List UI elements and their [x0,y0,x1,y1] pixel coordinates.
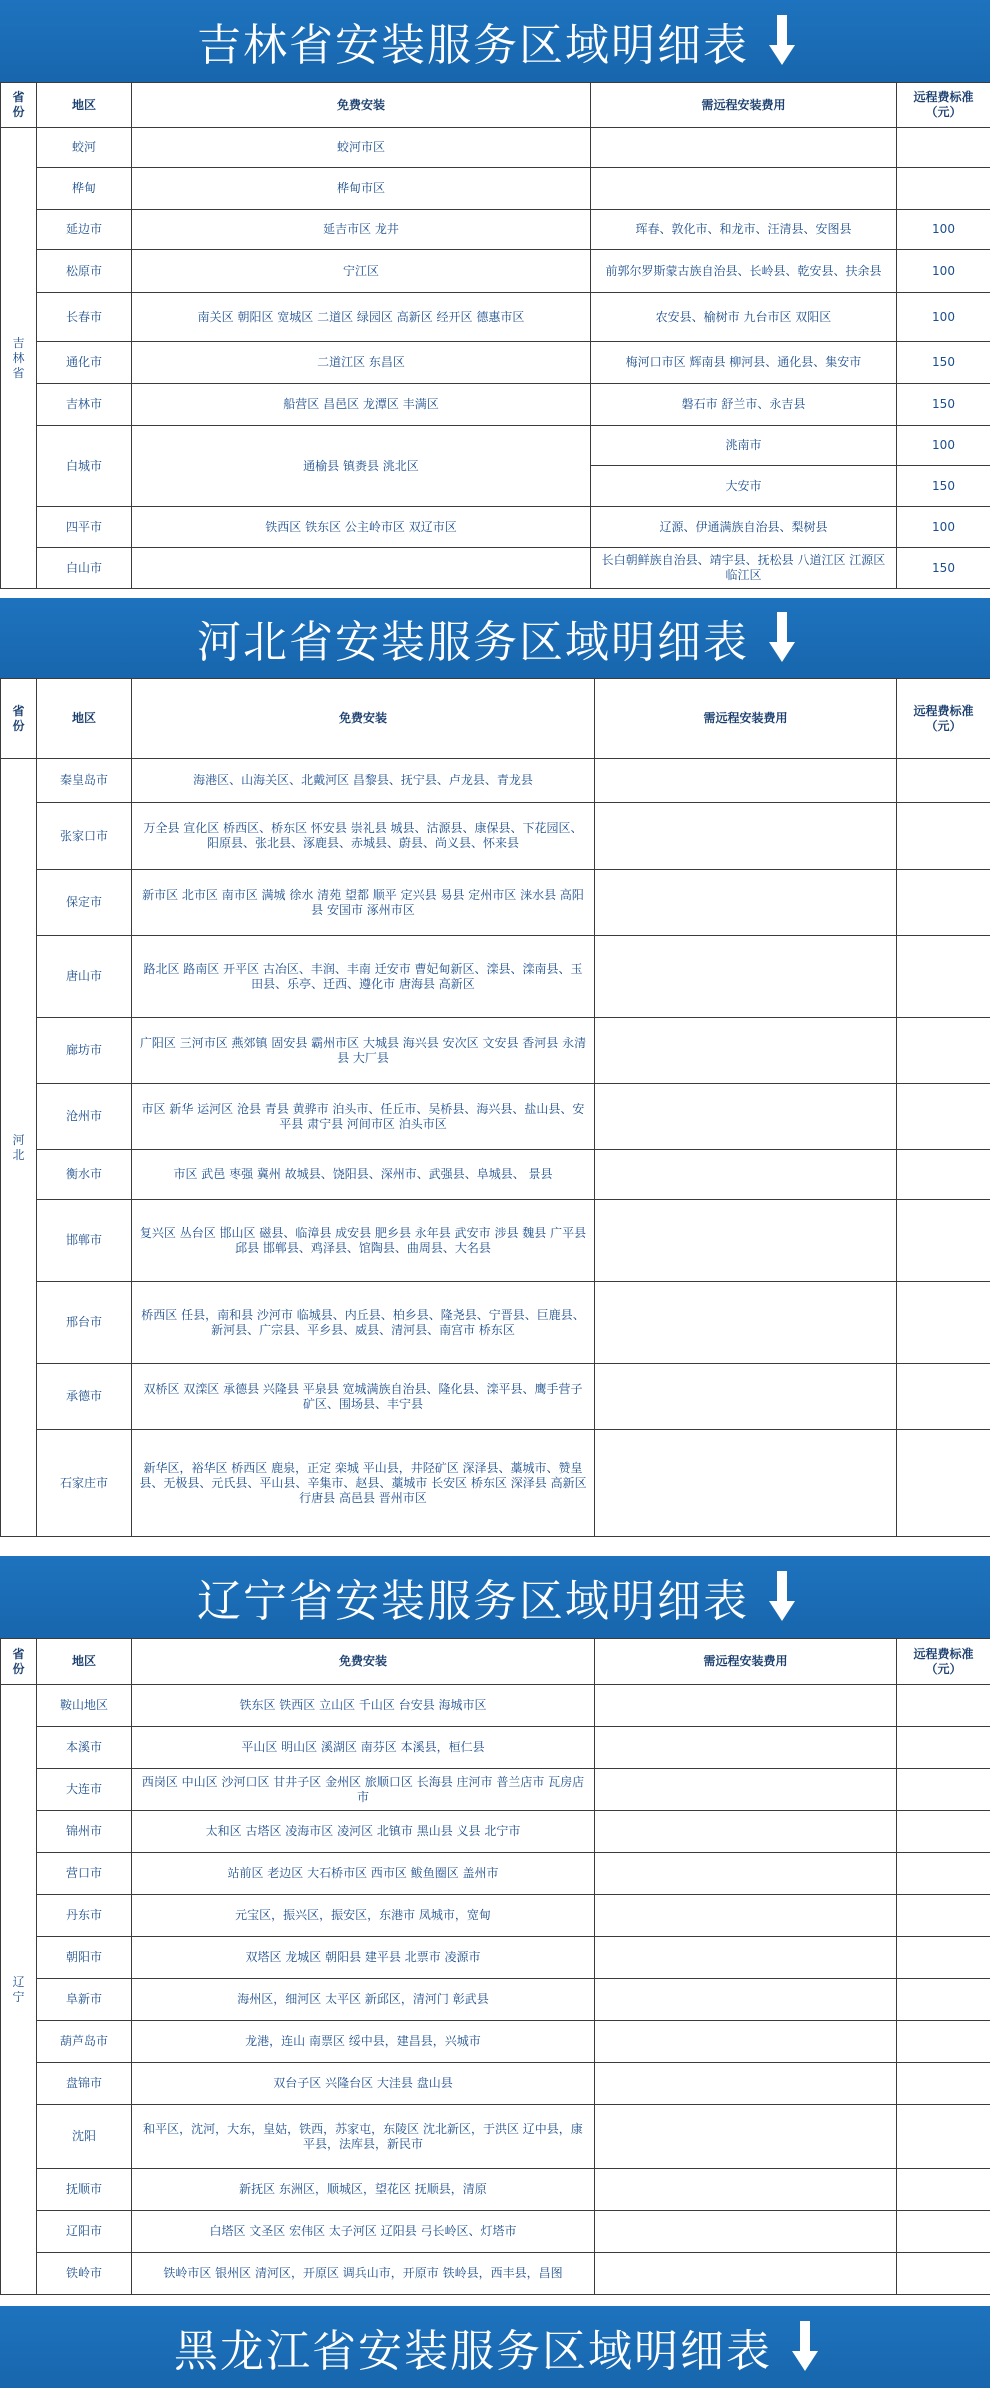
table-row [1,936,990,1018]
remote-cell: 农安县、榆树市 九台市区 双阳区 [591,293,897,342]
header-province: 省份 [1,1639,37,1685]
region-cell: 本溪市 [37,1727,132,1769]
header-province: 省份 [1,679,37,759]
table-row [1,1018,990,1084]
remote-cell: 前郭尔罗斯蒙古族自治县、长岭县、乾安县、扶余县 [591,250,897,293]
remote-cell [595,1200,897,1282]
region-cell: 邯郸市 [37,1200,132,1282]
remote-cell [595,1769,897,1811]
fee-cell [897,128,990,168]
section-banner-hebei [0,598,990,678]
remote-cell [595,803,897,870]
table-row [1,870,990,936]
table-row [1,168,990,210]
table-row [1,1895,990,1937]
free-cell: 西岗区 中山区 沙河口区 甘井子区 金州区 旅顺口区 长海县 庄河市 普兰店市 瓦房店市 [132,1769,595,1811]
table-row [1,2253,990,2295]
remote-cell [595,2253,897,2295]
free-cell: 桦甸市区 [132,168,591,210]
header-free: 免费安装 [132,679,595,759]
table-row [1,1769,990,1811]
table-row [1,210,990,250]
region-cell: 张家口市 [37,803,132,870]
region-cell: 鞍山地区 [37,1685,132,1727]
remote-cell: 辽源、伊通满族自治县、梨树县 [591,507,897,548]
table-row [1,2169,990,2211]
fee-cell [897,1853,990,1895]
province-cell: 河北 [1,759,37,1537]
fee-cell [897,2169,990,2211]
region-cell: 石家庄市 [37,1430,132,1537]
remote-cell [595,2105,897,2169]
table-row [1,293,990,342]
table-row [1,1200,990,1282]
remote-cell [591,128,897,168]
remote-cell [595,2169,897,2211]
remote-cell [595,2021,897,2063]
free-cell: 宁江区 [132,250,591,293]
fee-cell [897,1200,990,1282]
fee-cell: 150 [897,342,990,384]
free-cell: 元宝区，振兴区，振安区，东港市 凤城市，宽甸 [132,1895,595,1937]
remote-cell: 梅河口市区 辉南县 柳河县、通化县、集安市 [591,342,897,384]
region-cell: 白城市 [37,426,132,507]
province-cell: 辽宁 [1,1685,37,2295]
header-region: 地区 [37,1639,132,1685]
remote-cell [595,1364,897,1430]
table-row [1,803,990,870]
remote-cell: 磐石市 舒兰市、永吉县 [591,384,897,426]
table-row [1,1084,990,1150]
region-cell: 延边市 [37,210,132,250]
table-row [1,426,990,466]
remote-cell [595,759,897,803]
free-cell: 双桥区 双滦区 承德县 兴隆县 平泉县 宽城满族自治县、隆化县、滦平县、鹰手营子矿区、围场县、丰宁县 [132,1364,595,1430]
table-row [1,2211,990,2253]
free-cell: 新抚区 东洲区，顺城区，望花区 抚顺县，清原 [132,2169,595,2211]
fee-cell [897,168,990,210]
table-row [1,1979,990,2021]
remote-cell [595,1979,897,2021]
header-remote: 需远程安装费用 [595,679,897,759]
free-cell: 白塔区 文圣区 宏伟区 太子河区 辽阳县 弓长岭区、灯塔市 [132,2211,595,2253]
table-row [1,1150,990,1200]
region-cell: 葫芦岛市 [37,2021,132,2063]
fee-cell: 100 [897,426,990,466]
section-banner-liaoning [0,1556,990,1638]
free-cell: 太和区 古塔区 凌海市区 凌河区 北镇市 黑山县 义县 北宁市 [132,1811,595,1853]
remote-cell [595,1430,897,1537]
fee-cell [897,1811,990,1853]
region-cell: 长春市 [37,293,132,342]
region-cell: 松原市 [37,250,132,293]
remote-cell [595,1018,897,1084]
table-row [1,1727,990,1769]
remote-cell [595,1685,897,1727]
table-row [1,548,990,589]
fee-cell: 150 [897,466,990,507]
region-cell: 抚顺市 [37,2169,132,2211]
free-cell: 广阳区 三河市区 燕郊镇 固安县 霸州市区 大城县 海兴县 安次区 文安县 香河县 永清县 大厂县 [132,1018,595,1084]
header-fee: 远程费标准（元） [897,1639,990,1685]
region-cell: 锦州市 [37,1811,132,1853]
free-cell: 新华区，裕华区 桥西区 鹿泉，正定 栾城 平山县，井陉矿区 深泽县、藁城市、赞皇县、无极县、元氏县、平山县、辛集市、赵县、藁城市 长安区 桥东区 深泽县 高新区 行唐县 高邑县 晋州市区 [132,1430,595,1537]
fee-cell [897,1979,990,2021]
fee-cell [897,1430,990,1537]
province-cell: 吉林省 [1,128,37,589]
section-banner-heilongjiang [0,2306,990,2388]
fee-cell [897,936,990,1018]
table-header [1,83,990,128]
arrow-down-icon [771,15,793,67]
table-row [1,128,990,168]
region-cell: 四平市 [37,507,132,548]
remote-cell: 大安市 [591,466,897,507]
remote-cell [595,1727,897,1769]
free-cell: 铁西区 铁东区 公主岭市区 双辽市区 [132,507,591,548]
section-banner-jilin [0,0,990,82]
free-cell: 和平区，沈河，大东，皇姑，铁西，苏家屯，东陵区 沈北新区，于洪区 辽中县，康平县，法库县，新民市 [132,2105,595,2169]
fee-cell [897,1727,990,1769]
region-cell: 沈阳 [37,2105,132,2169]
table-row [1,1853,990,1895]
free-cell: 新市区 北市区 南市区 满城 徐水 清苑 望都 顺平 定兴县 易县 定州市区 涞水县 高阳县 安国市 涿州市区 [132,870,595,936]
free-cell: 双台子区 兴隆台区 大洼县 盘山县 [132,2063,595,2105]
fee-cell [897,2021,990,2063]
table-row [1,1811,990,1853]
free-cell: 铁岭市区 银州区 清河区，开原区 调兵山市，开原市 铁岭县，西丰县，昌图 [132,2253,595,2295]
remote-cell [595,1895,897,1937]
region-cell: 营口市 [37,1853,132,1895]
table-row [1,1685,990,1727]
free-cell: 桥西区 任县，南和县 沙河市 临城县、内丘县、柏乡县、隆尧县、宁晋县、巨鹿县、新河县、广宗县、平乡县、威县、清河县、南宫市 桥东区 [132,1282,595,1364]
section-title: 黑龙江省安装服务区域明细表 [174,2326,772,2377]
remote-cell: 洮南市 [591,426,897,466]
header-free: 免费安装 [132,1639,595,1685]
fee-cell [897,1895,990,1937]
header-fee: 远程费标准（元） [897,679,990,759]
table-liaoning [0,1638,990,2295]
free-cell: 海州区，细河区 太平区 新邱区，清河门 彰武县 [132,1979,595,2021]
region-cell: 唐山市 [37,936,132,1018]
region-cell: 铁岭市 [37,2253,132,2295]
remote-cell [591,168,897,210]
region-cell: 辽阳市 [37,2211,132,2253]
remote-cell [595,1150,897,1200]
region-cell: 通化市 [37,342,132,384]
free-cell: 南关区 朝阳区 宽城区 二道区 绿园区 高新区 经开区 德惠市区 [132,293,591,342]
region-cell: 白山市 [37,548,132,589]
region-cell: 丹东市 [37,1895,132,1937]
fee-cell [897,803,990,870]
region-cell: 秦皇岛市 [37,759,132,803]
region-cell: 沧州市 [37,1084,132,1150]
free-cell: 双塔区 龙城区 朝阳县 建平县 北票市 凌源市 [132,1937,595,1979]
table-row [1,384,990,426]
table-row [1,759,990,803]
fee-cell: 100 [897,507,990,548]
fee-cell [897,759,990,803]
fee-cell [897,1084,990,1150]
remote-cell [595,1853,897,1895]
header-province: 省份 [1,83,37,128]
region-cell: 桦甸 [37,168,132,210]
region-cell: 衡水市 [37,1150,132,1200]
fee-cell [897,2211,990,2253]
free-cell: 市区 武邑 枣强 冀州 故城县、饶阳县、深州市、武强县、阜城县、 景县 [132,1150,595,1200]
fee-cell [897,1150,990,1200]
remote-cell [595,936,897,1018]
table-hebei [0,678,990,1537]
fee-cell [897,2063,990,2105]
free-cell: 平山区 明山区 溪湖区 南芬区 本溪县，桓仁县 [132,1727,595,1769]
free-cell: 二道江区 东昌区 [132,342,591,384]
free-cell: 延吉市区 龙井 [132,210,591,250]
free-cell: 海港区、山海关区、北戴河区 昌黎县、抚宁县、卢龙县、青龙县 [132,759,595,803]
region-cell: 大连市 [37,1769,132,1811]
table-row [1,2105,990,2169]
section-title: 吉林省安装服务区域明细表 [197,20,749,71]
arrow-down-icon [771,612,793,664]
header-remote: 需远程安装费用 [595,1639,897,1685]
header-remote: 需远程安装费用 [591,83,897,128]
table-row [1,1937,990,1979]
region-cell: 廊坊市 [37,1018,132,1084]
region-cell: 朝阳市 [37,1937,132,1979]
table-row [1,1430,990,1537]
remote-cell [595,870,897,936]
fee-cell: 100 [897,250,990,293]
region-cell: 阜新市 [37,1979,132,2021]
fee-cell [897,1769,990,1811]
free-cell: 蛟河市区 [132,128,591,168]
table-row [1,342,990,384]
arrow-down-icon [794,2321,816,2373]
fee-cell [897,1364,990,1430]
remote-cell [595,2211,897,2253]
fee-cell [897,2253,990,2295]
remote-cell: 珲春、敦化市、和龙市、汪清县、安图县 [591,210,897,250]
free-cell [132,548,591,589]
remote-cell [595,1084,897,1150]
free-cell: 万全县 宣化区 桥西区、桥东区 怀安县 崇礼县 城县、沽源县、康保县、下花园区、阳原县、张北县、涿鹿县、赤城县、蔚县、尚义县、怀来县 [132,803,595,870]
header-free: 免费安装 [132,83,591,128]
remote-cell [595,1282,897,1364]
region-cell: 蛟河 [37,128,132,168]
remote-cell [595,1811,897,1853]
header-region: 地区 [37,83,132,128]
free-cell: 市区 新华 运河区 沧县 青县 黄骅市 泊头市、任丘市、吴桥县、海兴县、盐山县、安平县 肃宁县 河间市区 泊头市区 [132,1084,595,1150]
region-cell: 承德市 [37,1364,132,1430]
section-title: 河北省安装服务区域明细表 [197,617,749,668]
remote-cell [595,2063,897,2105]
table-row [1,2063,990,2105]
fee-cell: 150 [897,548,990,589]
header-fee: 远程费标准（元） [897,83,990,128]
fee-cell [897,2105,990,2169]
remote-cell: 长白朝鲜族自治县、靖宇县、抚松县 八道江区 江源区 临江区 [591,548,897,589]
fee-cell [897,1018,990,1084]
table-jilin [0,82,990,589]
region-cell: 盘锦市 [37,2063,132,2105]
fee-cell [897,1937,990,1979]
fee-cell [897,1685,990,1727]
table-header [1,679,990,759]
free-cell: 船营区 昌邑区 龙潭区 丰满区 [132,384,591,426]
fee-cell: 100 [897,210,990,250]
remote-cell [595,1937,897,1979]
table-row [1,507,990,548]
free-cell: 站前区 老边区 大石桥市区 西市区 鲅鱼圈区 盖州市 [132,1853,595,1895]
section-title: 辽宁省安装服务区域明细表 [197,1576,749,1627]
header-region: 地区 [37,679,132,759]
free-cell: 复兴区 丛台区 邯山区 磁县、临漳县 成安县 肥乡县 永年县 武安市 涉县 魏县 广平县 邱县 邯郸县、鸡泽县、馆陶县、曲周县、大名县 [132,1200,595,1282]
table-row [1,1364,990,1430]
free-cell: 铁东区 铁西区 立山区 千山区 台安县 海城市区 [132,1685,595,1727]
fee-cell [897,1282,990,1364]
fee-cell: 150 [897,384,990,426]
region-cell: 邢台市 [37,1282,132,1364]
fee-cell: 100 [897,293,990,342]
free-cell: 路北区 路南区 开平区 古冶区、丰润、丰南 迁安市 曹妃甸新区、滦县、滦南县、玉田县、乐亭、迁西、遵化市 唐海县 高新区 [132,936,595,1018]
table-row [1,2021,990,2063]
fee-cell [897,870,990,936]
table-row [1,1282,990,1364]
table-header [1,1639,990,1685]
free-cell: 龙港，连山 南票区 绥中县，建昌县，兴城市 [132,2021,595,2063]
region-cell: 吉林市 [37,384,132,426]
region-cell: 保定市 [37,870,132,936]
free-cell: 通榆县 镇赉县 洮北区 [132,426,591,507]
table-row [1,250,990,293]
arrow-down-icon [771,1571,793,1623]
